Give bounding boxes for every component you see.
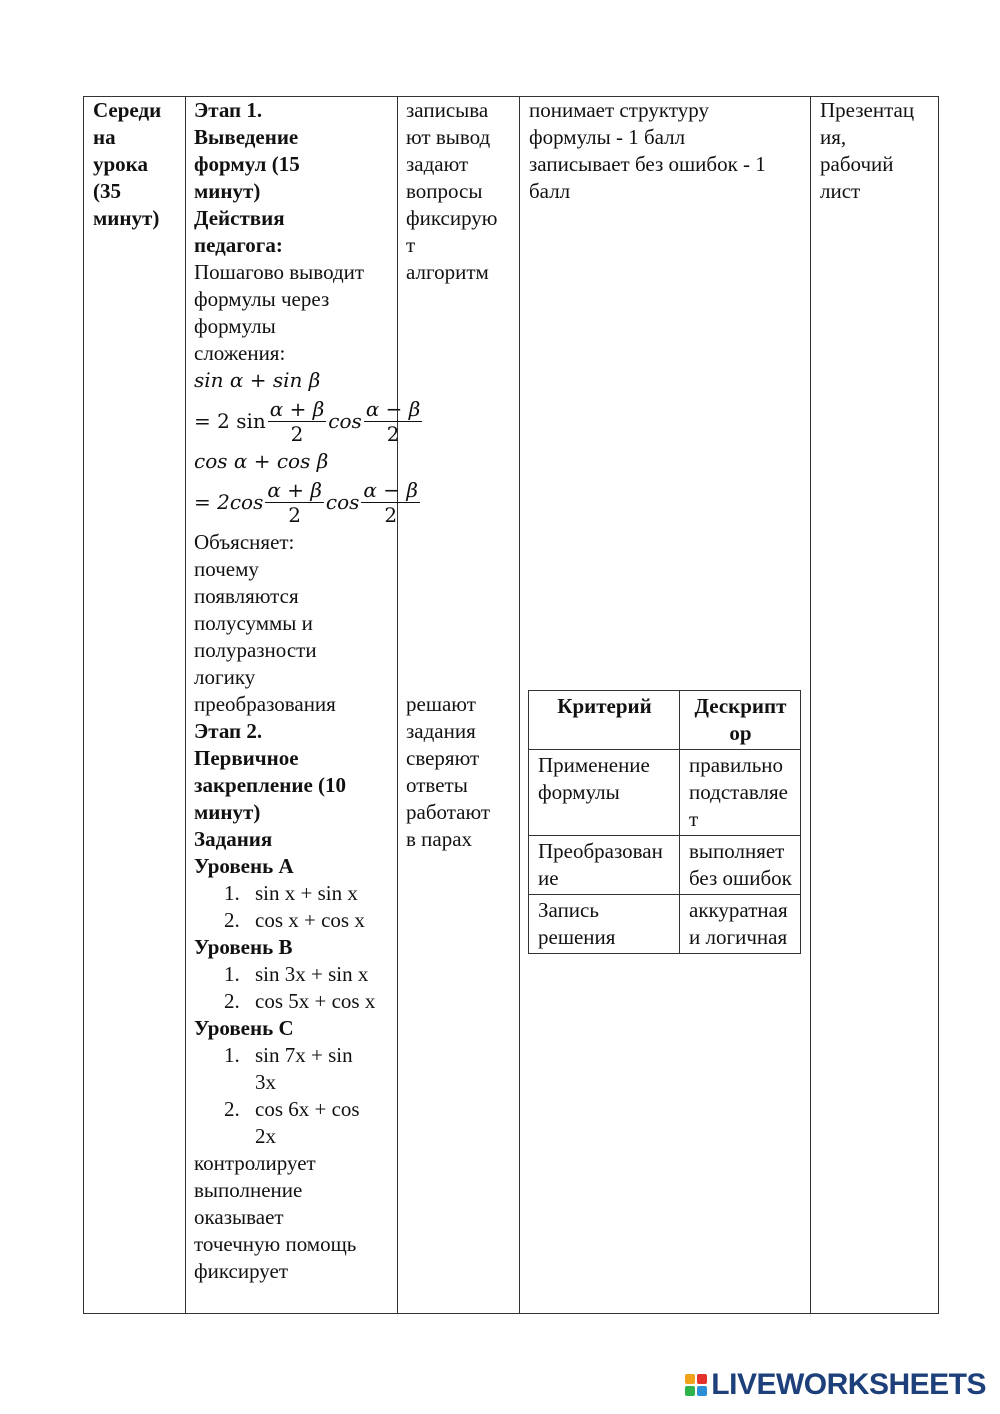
stage-text: на [93, 125, 116, 149]
text-line: задания [406, 719, 476, 743]
heading-line: Первичное [194, 746, 299, 770]
text-line: сверяют [406, 746, 480, 770]
text-line: работают [406, 800, 491, 824]
fraction [364, 397, 423, 446]
task-text: sin x + sin x [255, 881, 358, 905]
task-number: 1. [224, 1043, 240, 1067]
resources-cell [820, 97, 932, 205]
text-line: понимает структуру [529, 98, 709, 122]
text-line: Объясняет: [194, 530, 295, 554]
text-line: вопросы [406, 179, 483, 203]
logo-blocks-icon [685, 1374, 707, 1396]
column-divider [185, 97, 186, 1313]
teacher-actions-cell [194, 97, 421, 1285]
text-line: логику [194, 665, 256, 689]
numerator: α + β [269, 396, 325, 421]
descriptor-cell: аккуратная и логичная [680, 895, 801, 954]
text-line: контролирует [194, 1151, 316, 1175]
task-number: 1. [224, 962, 240, 986]
criteria-cell: Применение формулы [529, 750, 680, 836]
stage-text: Середи [93, 98, 162, 122]
task-item [194, 988, 384, 1015]
text-line: ия, [820, 125, 847, 149]
text-line: оказывает [194, 1205, 284, 1229]
logo-text: LIVEWORKSHEETS [711, 1368, 986, 1401]
text-line: почему [194, 557, 259, 581]
descriptor-cell: правильно подставляет [680, 750, 801, 836]
text-line: Презентац [820, 98, 915, 122]
task-text: cos x + cos x [255, 908, 365, 932]
formula-part: = 2cos [194, 489, 264, 514]
task-text: cos 6x + cos 2x [255, 1097, 360, 1148]
task-list [194, 961, 384, 1015]
stage2-heading [194, 718, 400, 853]
heading-line: Действия [194, 206, 285, 230]
text-line: сложения: [194, 341, 286, 365]
denominator: 2 [288, 502, 301, 527]
closing-actions [194, 1150, 400, 1285]
task-item [194, 1042, 374, 1096]
task-item [194, 880, 400, 907]
level-b [194, 934, 400, 1015]
fraction [265, 478, 324, 527]
heading-line: Задания [194, 827, 273, 851]
text-line: формулы через [194, 287, 330, 311]
formula-part: cos [325, 489, 360, 514]
criteria-cell: Запись решения [529, 895, 680, 954]
stage1-heading [194, 97, 400, 259]
heading-line: Этап 1. [194, 98, 263, 122]
task-text: cos 5x + cos x [255, 989, 376, 1013]
level-c [194, 1015, 400, 1150]
text-line: выполнение [194, 1178, 303, 1202]
text-line: точечную помощь [194, 1232, 357, 1256]
level-title: Уровень С [194, 1016, 294, 1040]
column-divider [810, 97, 811, 1313]
logo-block [697, 1386, 707, 1396]
student-actions-top [406, 97, 516, 286]
task-number: 2. [224, 908, 240, 932]
text-line: лист [820, 179, 861, 203]
heading-line: педагога: [194, 233, 283, 257]
formula-cos-rhs [194, 475, 418, 529]
criteria-row [529, 836, 801, 895]
level-title: Уровень А [194, 854, 294, 878]
task-list [194, 880, 400, 934]
text-line: записывает без ошибок - 1 [529, 152, 766, 176]
descriptor-header: Дескрипт ор [680, 691, 801, 750]
sum-to-product-formulas [194, 367, 421, 529]
numerator: α − β [365, 396, 421, 421]
text-line: преобразования [194, 692, 336, 716]
logo-block [685, 1374, 695, 1384]
task-list [194, 1042, 374, 1150]
formula-part: cos [328, 408, 362, 433]
fraction [268, 397, 327, 446]
heading-line: минут) [194, 179, 261, 203]
lesson-stage-cell [93, 97, 175, 232]
stage1-description [194, 259, 400, 367]
text-line: балл [529, 179, 571, 203]
stage-text: урока [93, 152, 148, 176]
explanation-block [194, 529, 400, 718]
text-line: фиксирую [406, 206, 498, 230]
text-line: записыва [406, 98, 489, 122]
criteria-row [529, 895, 801, 954]
column-divider [519, 97, 520, 1313]
student-actions-bottom [406, 691, 516, 853]
logo-block [685, 1386, 695, 1396]
heading-line: Этап 2. [194, 719, 263, 743]
text-line: решают [406, 692, 476, 716]
heading-line: формул (15 [194, 152, 300, 176]
criteria-table [528, 690, 801, 954]
heading-line: закрепление (10 [194, 773, 347, 797]
heading-line: Выведение [194, 125, 299, 149]
text-line: фиксирует [194, 1259, 289, 1283]
text-line: в парах [406, 827, 473, 851]
formula-part: = 2 sin [194, 408, 266, 433]
heading-line: минут) [194, 800, 261, 824]
task-number: 2. [224, 1097, 240, 1121]
task-number: 1. [224, 881, 240, 905]
text-line: полусуммы и [194, 611, 313, 635]
criteria-cell: Преобразование [529, 836, 680, 895]
text-line: ответы [406, 773, 468, 797]
level-a [194, 853, 400, 934]
task-item [194, 1096, 374, 1150]
task-text: sin 7x + sin 3x [255, 1043, 353, 1094]
task-item [194, 961, 384, 988]
assessment-cell [529, 97, 811, 205]
stage-text: (35 [93, 179, 121, 203]
criteria-header-row [529, 691, 801, 750]
criteria-header: Критерий [529, 691, 680, 750]
formula-sin-lhs: sin α + sin β [194, 368, 321, 392]
text-line: формулы [194, 314, 276, 338]
numerator: α − β [363, 477, 418, 502]
text-line: т [406, 233, 416, 257]
text-line: появляются [194, 584, 299, 608]
text-line: алгоритм [406, 260, 489, 284]
text-line: рабочий [820, 152, 894, 176]
stage-text: минут) [93, 206, 160, 230]
liveworksheets-logo [685, 1368, 986, 1402]
task-number: 2. [224, 989, 240, 1013]
formula-cos-lhs: cos α + cos β [194, 449, 329, 473]
text-line: полуразности [194, 638, 317, 662]
logo-block [697, 1374, 707, 1384]
denominator: 2 [384, 502, 398, 527]
criteria-row [529, 750, 801, 836]
denominator: 2 [386, 421, 400, 446]
task-item [194, 907, 400, 934]
level-title: Уровень В [194, 935, 293, 959]
fraction [361, 478, 420, 527]
lesson-plan-table [83, 96, 939, 1314]
text-line: задают [406, 152, 469, 176]
text-line: ют вывод [406, 125, 491, 149]
formula-sin-rhs [194, 394, 421, 448]
task-text: sin 3x + sin x [255, 962, 369, 986]
text-line: Пошагово выводит [194, 260, 365, 284]
descriptor-cell: выполняет без ошибок [680, 836, 801, 895]
text-line: формулы - 1 балл [529, 125, 686, 149]
denominator: 2 [290, 421, 304, 446]
numerator: α + β [267, 477, 322, 502]
